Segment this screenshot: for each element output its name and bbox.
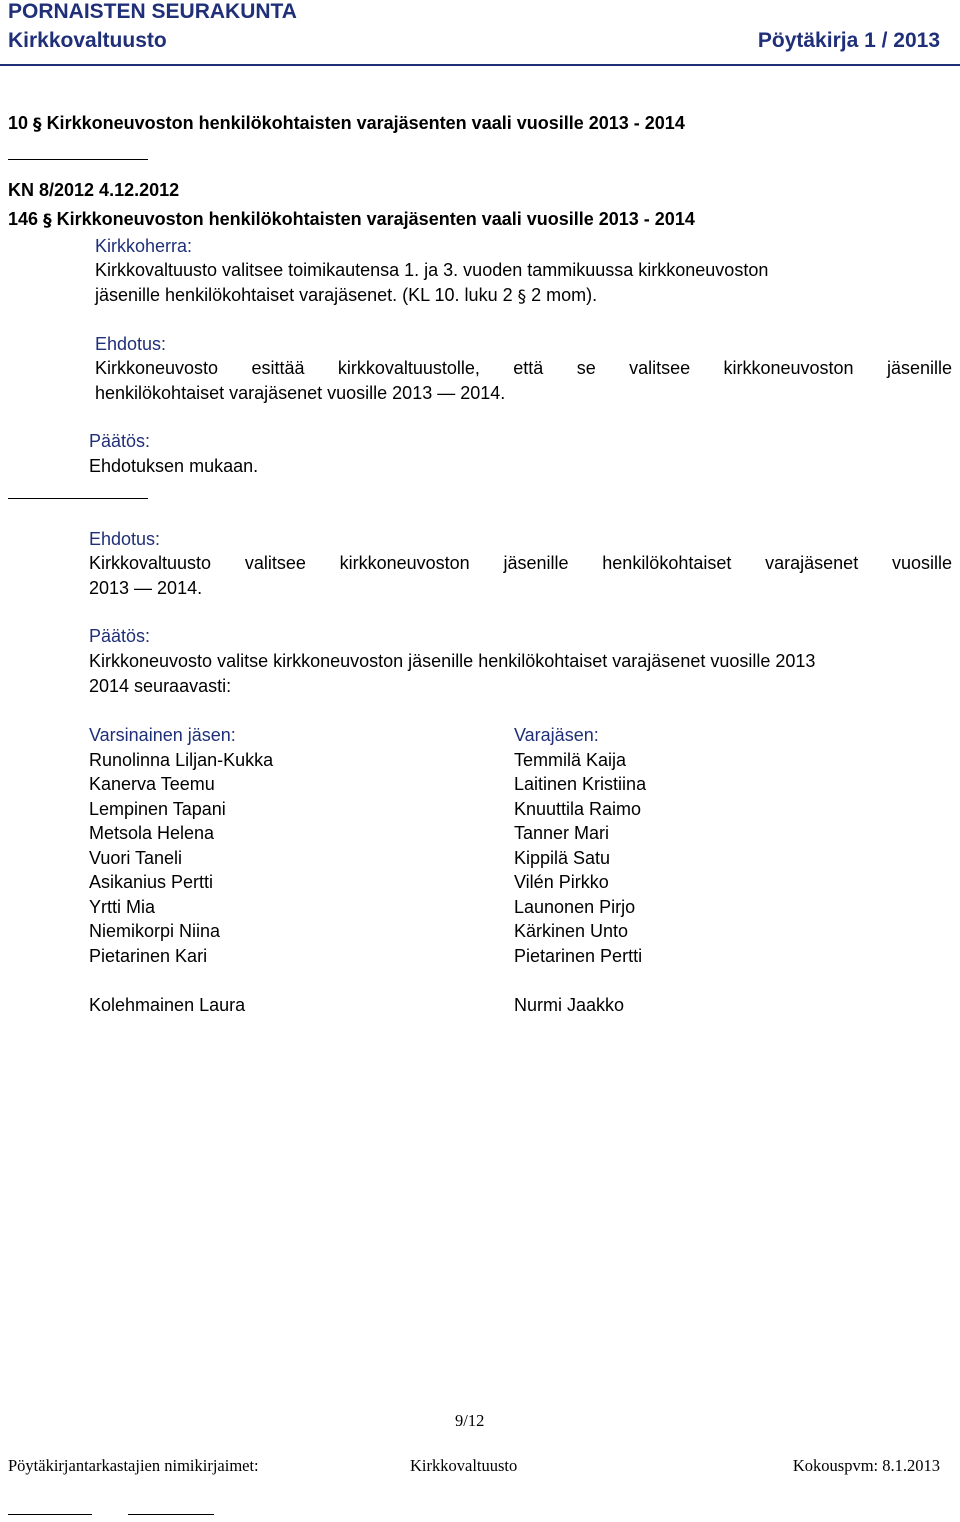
- member-name: Lempinen Tapani: [89, 798, 226, 819]
- signature-line-1: [8, 1514, 92, 1515]
- member-name: Kanerva Teemu: [89, 774, 215, 794]
- deputies-column: [514, 723, 646, 1017]
- section-sign: §: [517, 287, 527, 307]
- meeting-date: Kokouspvm: 8.1.2013: [792, 1456, 940, 1475]
- kn-proposal-line-2: henkilökohtaiset varajäsenet vuosille 2013 — 2014.: [95, 383, 506, 403]
- signers-label: Pöytäkirjantarkastajien nimikirjaimet:: [8, 1456, 259, 1475]
- section-divider: [8, 498, 148, 499]
- member-name: Niemikorpi Niina: [89, 921, 221, 941]
- member-name: Vuori Taneli: [89, 847, 183, 868]
- organization-name: PORNAISTEN SEURAKUNTA: [8, 0, 297, 23]
- deputy-name: Laitinen Kristiina: [514, 774, 647, 794]
- section-sign: §: [33, 115, 42, 135]
- kn-decision-text: Ehdotuksen mukaan.: [89, 456, 259, 476]
- intro-line-2-a: jäsenille henkilökohtaiset varajäsenet. (KL 10. luku 2: [95, 285, 513, 305]
- section-sign: §: [43, 211, 52, 231]
- kv-proposal-label: Ehdotus:: [89, 529, 161, 549]
- deputy-name: Kärkinen Unto: [514, 921, 629, 941]
- page-number: 9/12: [455, 1411, 485, 1430]
- deputy-name: Nurmi Jaakko: [514, 994, 625, 1015]
- kn-proposal-line-1: Kirkkoneuvosto esittää kirkkovaltuustolle, että se valitsee kirkkoneuvoston jäsenille: [95, 358, 952, 378]
- member-name: Yrtti Mia: [89, 896, 156, 917]
- member-name: Asikanius Pertti: [89, 872, 214, 892]
- intro-line-2-b: 2 mom).: [531, 285, 598, 305]
- intro-line-1: Kirkkovaltuusto valitsee toimikautensa 1. ja 3. vuoden tammikuussa kirkkoneuvoston: [95, 260, 769, 280]
- member-name: Metsola Helena: [89, 823, 215, 843]
- deputy-name: Knuuttila Raimo: [514, 798, 642, 819]
- members-header: Varsinainen jäsen:: [89, 725, 236, 745]
- member-name: Kolehmainen Laura: [89, 994, 246, 1015]
- member-name: Runolinna Liljan-Kukka: [89, 749, 274, 770]
- deputy-name: Launonen Pirjo: [514, 896, 636, 917]
- deputy-name: Pietarinen Pertti: [514, 945, 643, 966]
- header-body-name: Kirkkovaltuusto: [8, 29, 167, 52]
- signature-line-2: [128, 1514, 214, 1515]
- item-number: 10: [8, 113, 29, 133]
- kn-title: Kirkkoneuvoston henkilökohtaisten varajäsenten vaali vuosille 2013 - 2014: [56, 209, 695, 229]
- deputy-name: Vilén Pirkko: [514, 872, 609, 892]
- deputy-name: Kippilä Satu: [514, 847, 611, 868]
- presenter-label: Kirkkoherra:: [95, 236, 193, 256]
- deputy-name: Tanner Mari: [514, 823, 610, 843]
- header-divider: [0, 64, 960, 66]
- kv-decision-line-1: Kirkkoneuvosto valitse kirkkoneuvoston jäsenille henkilökohtaiset varajäsenet vuosille 2013: [89, 651, 816, 671]
- kv-proposal-line-2: 2013 — 2014.: [89, 578, 203, 598]
- item-heading: [8, 113, 685, 135]
- kv-decision-line-2: 2014 seuraavasti:: [89, 676, 232, 696]
- protocol-number: Pöytäkirja 1 / 2013: [757, 29, 940, 52]
- kn-proposal-label: Ehdotus:: [95, 334, 167, 354]
- kn-heading: [8, 209, 695, 231]
- heading-underline: [8, 159, 148, 160]
- item-title: Kirkkoneuvoston henkilökohtaisten varajäsenten vaali vuosille 2013 - 2014: [46, 113, 685, 133]
- members-column: [89, 723, 273, 1017]
- deputy-name: Temmilä Kaija: [514, 749, 627, 770]
- kv-proposal-line-1: Kirkkovaltuusto valitsee kirkkoneuvoston jäsenille henkilökohtaiset varajäsenet vuosille: [89, 553, 952, 573]
- deputies-header: Varajäsen:: [514, 725, 599, 745]
- kv-decision-label: Päätös:: [89, 626, 151, 646]
- kn-number: 146: [8, 209, 39, 229]
- intro-line-2: [95, 285, 597, 307]
- member-name: Pietarinen Kari: [89, 945, 208, 966]
- kn-decision-label: Päätös:: [89, 431, 151, 451]
- footer-body-name: Kirkkovaltuusto: [410, 1456, 518, 1475]
- kn-reference: KN 8/2012 4.12.2012: [8, 180, 180, 200]
